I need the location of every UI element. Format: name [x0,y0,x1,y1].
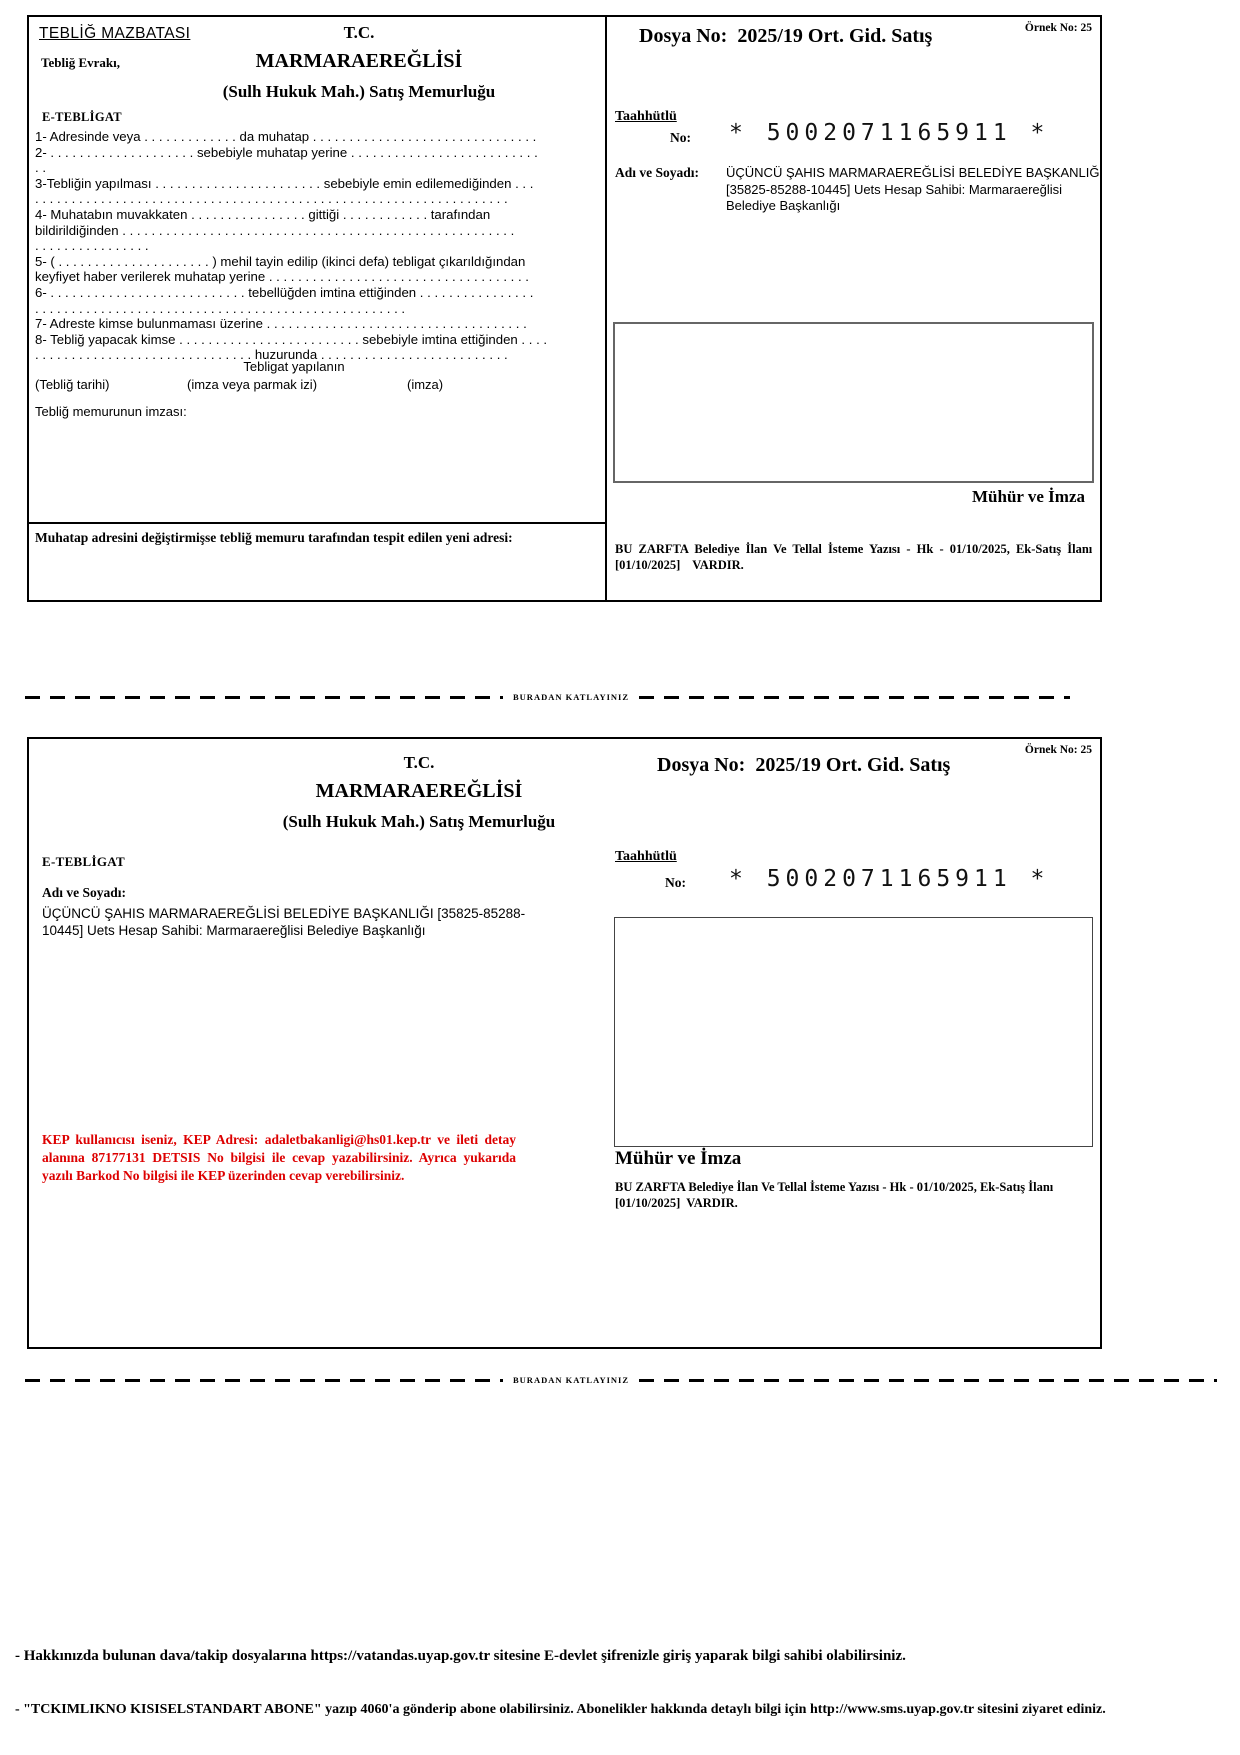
form-line: 5- ( . . . . . . . . . . . . . . . . . . . . . ) mehil tayin edilip (ikinci defa) tebligat çıkarıldığından [35,253,526,269]
muhatap-adres-label: Muhatap adresini değiştirmişse tebliğ memuru tarafından tespit edilen yeni adresi: [35,530,513,545]
teblig-tarihi-label: (Tebliğ tarihi) [35,377,110,392]
imza-parmak-izi-label: (imza veya parmak izi) [187,377,318,392]
fold-dashes-left [25,696,503,699]
uyap-info-note: - Hakkınızda bulunan dava/takip dosyalarına https://vatandas.uyap.gov.tr sitesine E-devlet şifrenizle giriş yaparak bilgi sahibi olabilirsiniz. [15,1648,906,1664]
zarf-contents-note: BU ZARFTA Belediye İlan Ve Tellal İsteme Yazısı - Hk - 01/10/2025, Ek-Satış İlanı [01/10/2025] VARDIR. [615,542,1099,572]
adi-soyadi-value-2: ÜÇÜNCÜ ŞAHIS MARMARAEREĞLİSİ BELEDİYE BAŞKANLIĞI [35825-85288-10445] Uets Hesap Sahibi: Marmaraereğlisi Belediye Başkanlığı [42,906,526,938]
adi-soyadi-label-2: Adı ve Soyadı: [42,885,127,900]
fold-dashes-right [639,1379,1217,1382]
form-line: keyfiyet haber verilerek muhatap yerine . . . . . . . . . . . . . . . . . . . . . . . . . . . . . . . . . . . . [35,269,529,285]
ornek-no-top: Örnek No: 25 [1024,22,1092,34]
form-line: 6- . . . . . . . . . . . . . . . . . . . . . . . . . . . tebellüğden imtina ettiğinden . . . . . . . . . . . . . . . . [35,284,534,300]
taahhutlu-label-2: Taahhütlü [615,849,677,864]
no-label-2: No: [665,875,686,890]
fold-line-bottom [25,1375,1217,1385]
barcode-number: * 5002071165911 * [729,120,1050,146]
etebligat-label-2: E-TEBLİGAT [42,854,125,869]
court-name: MARMARAEREĞLİSİ [315,780,523,802]
adi-soyadi-value: ÜÇÜNCÜ ŞAHIS MARMARAEREĞLİSİ BELEDİYE BAŞKANLIĞI [35825-85288-10445] Uets Hesap Sahibi: Marmaraereğlisi Belediye Başkanlığı [726,165,1104,213]
stamp-box-2 [614,917,1093,1147]
column-divider-line [605,17,607,600]
court-name: MARMARAEREĞLİSİ [255,50,463,72]
tebligat-yapilanin-label: Tebligat yapılanın [243,359,345,374]
sms-subscription-note: - "TCKIMLIKNO KISISELSTANDART ABONE" yazıp 4060'a gönderip abone olabilirsiniz. Abonelikler hakkında detaylı bilgi için http://www.sms.uyap.gov.tr sitesini ziyaret ediniz. [15,1702,1106,1717]
barcode-number-2: * 5002071165911 * [729,866,1050,892]
adi-soyadi-label: Adı ve Soyadı: [615,165,700,180]
ornek-no-bottom: Örnek No: 25 [1024,744,1092,756]
bottom-copy-section [27,737,1102,1349]
form-line: . . . . . . . . . . . . . . . . [35,238,149,254]
memur-imzasi-label: Tebliğ memurunun imzası: [35,404,187,419]
tc-label: T.C. [343,23,375,42]
dosya-no: Dosya No: 2025/19 Ort. Gid. Satış [639,25,933,47]
section1-title: TEBLİĞ MAZBATASI [39,25,191,42]
muhur-ve-imza-label: Mühür ve İmza [971,487,1085,506]
no-label: No: [670,130,691,145]
office-name: (Sulh Hukuk Mah.) Satış Memurluğu [282,812,556,831]
kep-response-note: KEP kullanıcısı iseniz, KEP Adresi: adaletbakanligi@hs01.kep.tr ve ileti detay alanına 87177131 DETSIS No bilgisi ile cevap yazabilirsiniz. Ayrıca yukarıda yazılı Barkod No bilgisi ile KEP üzerinden cevap verebilirsiniz. [42,1132,516,1183]
muhur-ve-imza-label-2: Mühür ve İmza [615,1148,742,1169]
form-line: 2- . . . . . . . . . . . . . . . . . . . . sebebiyle muhatap yerine . . . . . . . . . . . . . . . . . . . . . . . . . . [35,144,538,160]
etebligat-label: E-TEBLİGAT [42,110,122,124]
form-line: . . . . . . . . . . . . . . . . . . . . . . . . . . . . . . . . . . . . . . . . . . . . . . . . . . . [35,300,406,316]
fold-line-top [25,692,1070,702]
fold-here-label: BURADAN KATLAYINIZ [513,1375,630,1385]
office-name: (Sulh Hukuk Mah.) Satış Memurluğu [222,82,496,101]
imza-label: (imza) [407,377,444,392]
dosya-no-2: Dosya No: 2025/19 Ort. Gid. Satış [657,754,951,776]
court-header-2 [189,753,649,832]
form-lines [35,129,603,363]
form-line: . . . . . . . . . . . . . . . . . . . . . . . . . . . . . . . . . . . . . . . . . . . . . . . . . . . . . . . . . . . . . . . . . [35,191,508,207]
top-copy-section [27,15,1102,602]
fold-here-label: BURADAN KATLAYINIZ [513,692,630,702]
form-line: 1- Adresinde veya . . . . . . . . . . . . . da muhatap . . . . . . . . . . . . . . . . . . . . . . . . . . . . . . . [35,129,537,144]
form-line: . . . . . . . . . . . . . . . . . . . . . . . . . . . . . . huzurunda . . . . . . . . . . . . . . . . . . . . . . . . . . [35,347,508,363]
fold-dashes-left [25,1379,503,1382]
stamp-box [613,322,1094,483]
form-line: . . [35,160,46,176]
form-line: 3-Tebliğin yapılması . . . . . . . . . . . . . . . . . . . . . . . sebebiyle emin edilemediğinden . . . [35,175,534,191]
zarf-contents-note-2: BU ZARFTA Belediye İlan Ve Tellal İsteme Yazısı - Hk - 01/10/2025, Ek-Satış İlanı [01/10/2025] VARDIR. [615,1180,1057,1210]
form-line: 8- Tebliğ yapacak kimse . . . . . . . . . . . . . . . . . . . . . . . . . sebebiyle imtina ettiğinden . . . . [35,331,548,347]
left-column-separator-line [29,522,605,524]
form-line: 7- Adreste kimse bulunmaması üzerine . . . . . . . . . . . . . . . . . . . . . . . . . . . . . . . . . . . . [35,316,527,332]
teblig-evraki-label: Tebliğ Evrakı, [41,55,120,70]
form-line: bildirildiğinden . . . . . . . . . . . . . . . . . . . . . . . . . . . . . . . . . . . . . . . . . . . . . . . . . . . . . . [35,222,515,238]
tc-label: T.C. [403,753,435,772]
form-line: 4- Muhatabın muvakkaten . . . . . . . . . . . . . . . . gittiği . . . . . . . . . . . . tarafından [35,206,491,222]
fold-dashes-right [639,696,1070,699]
taahhutlu-label: Taahhütlü [615,109,677,124]
court-header [129,23,589,102]
